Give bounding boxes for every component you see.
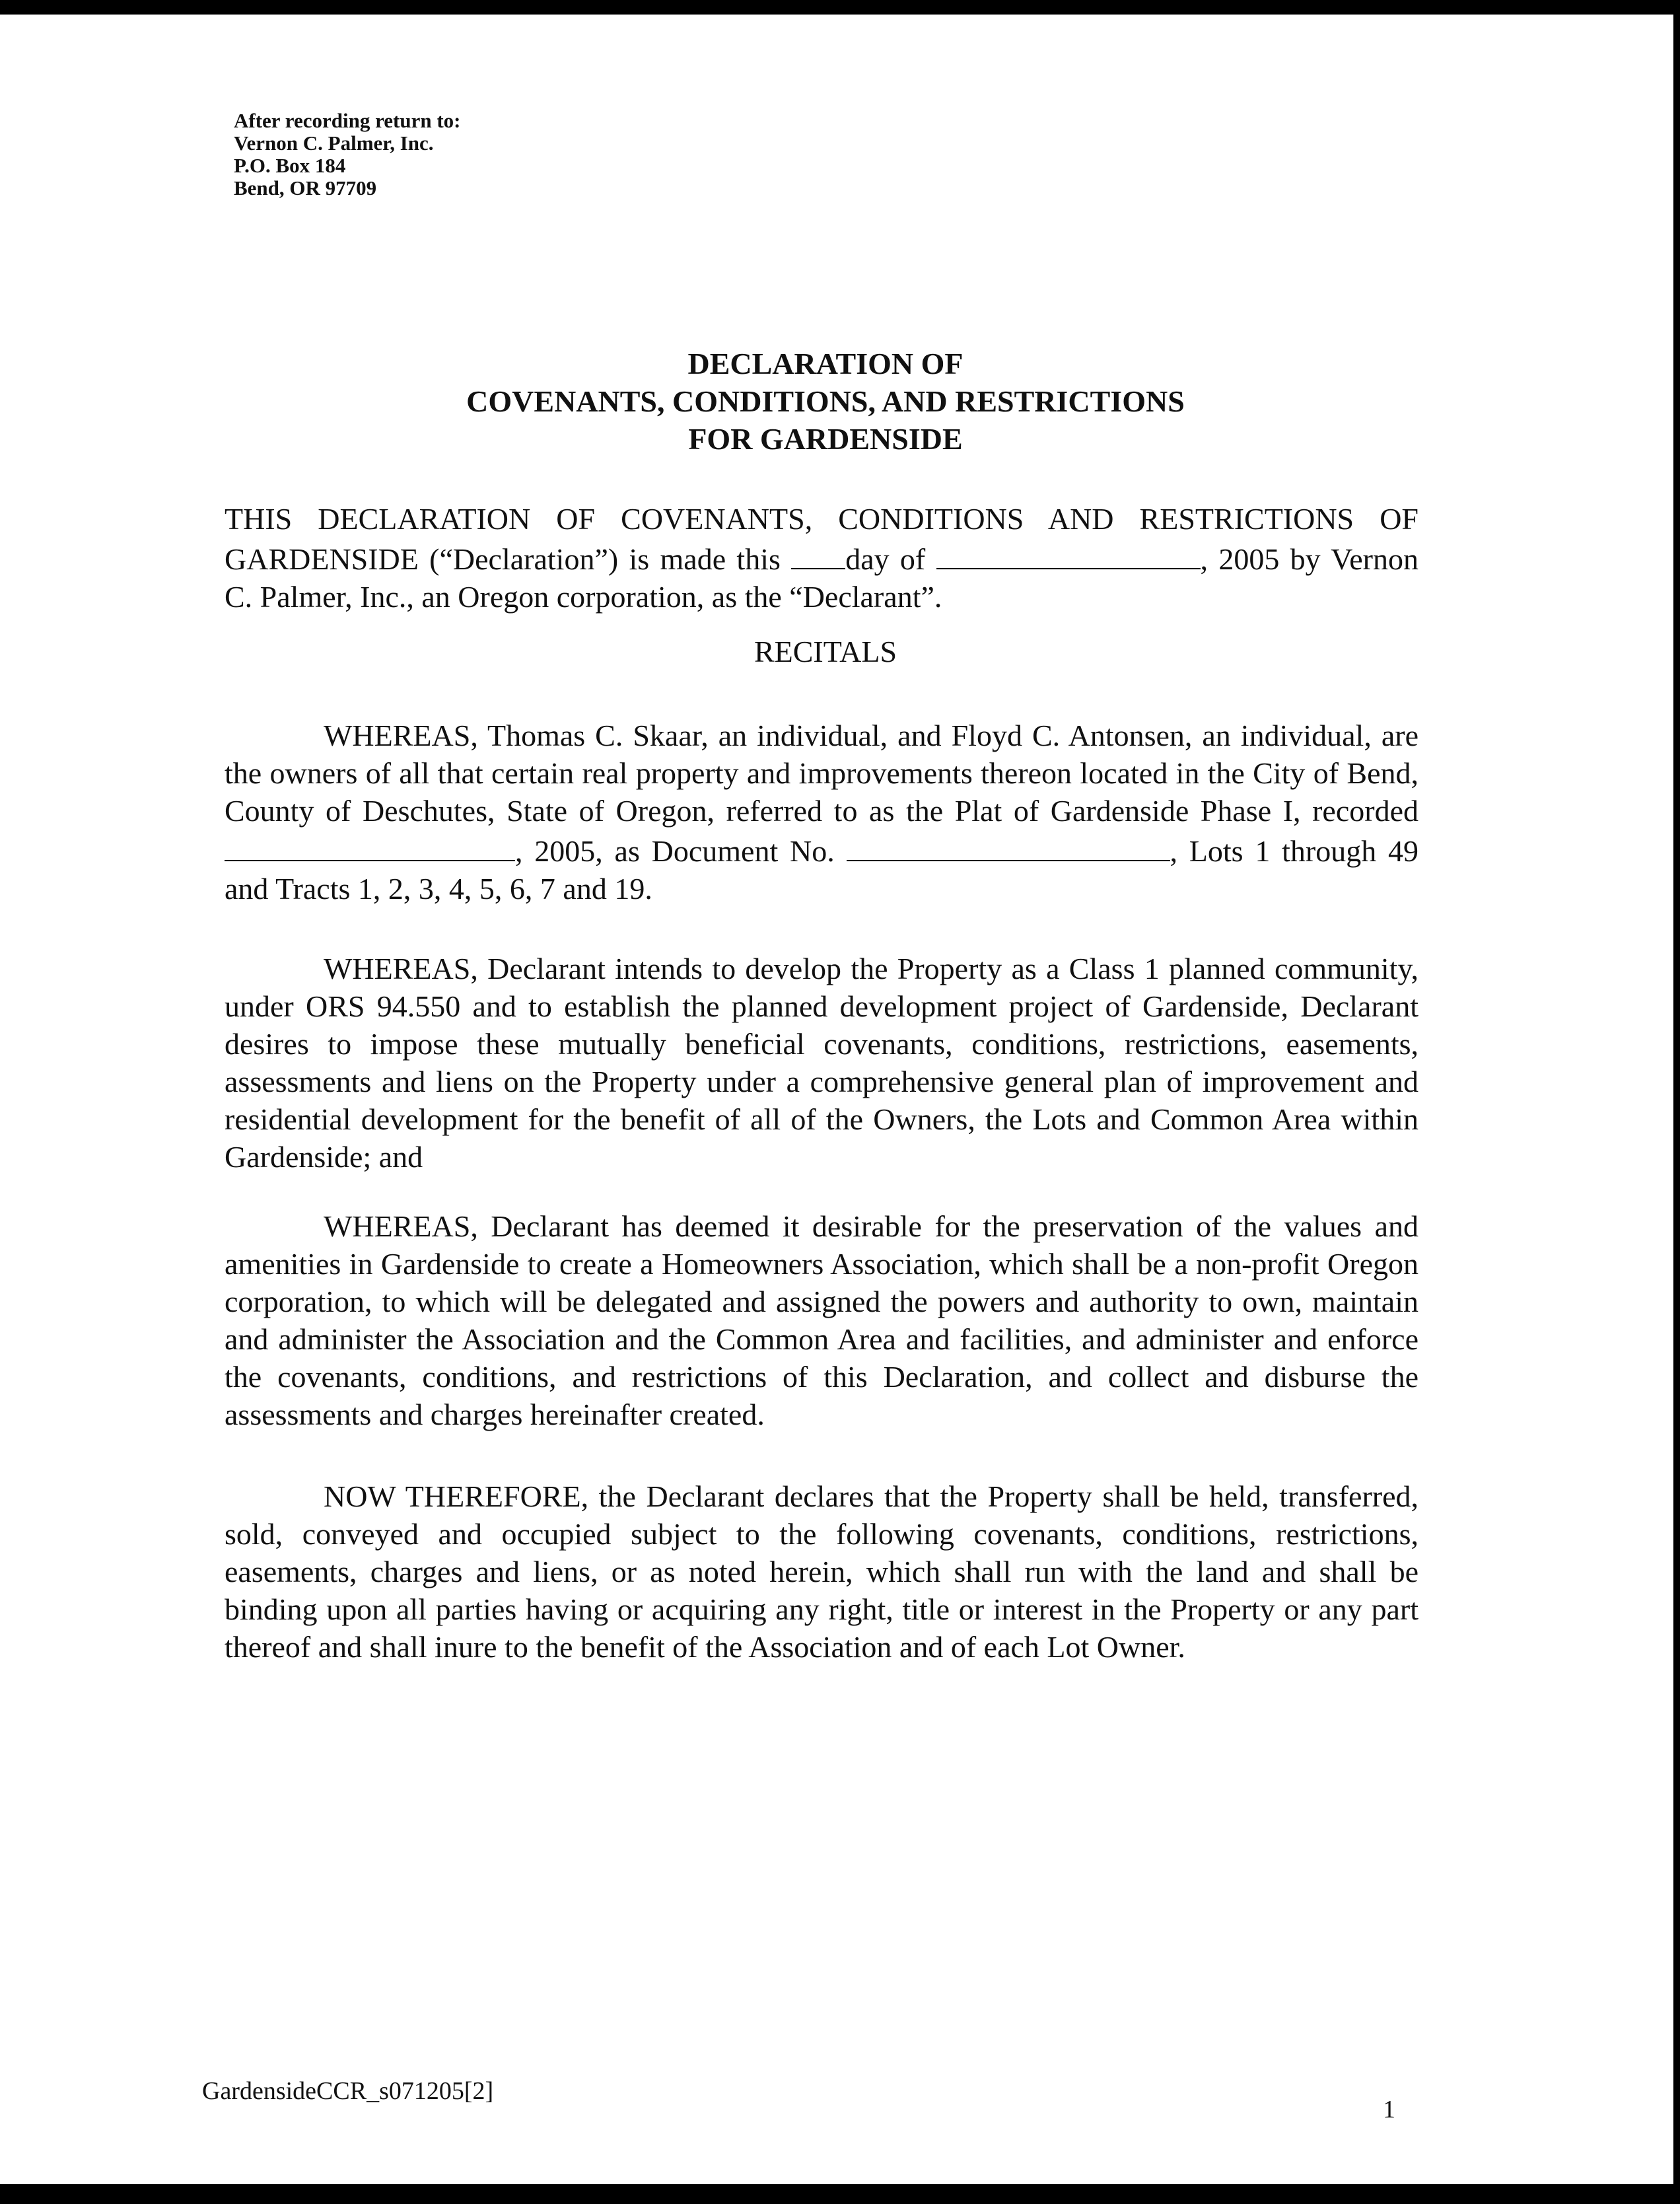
return-address-line: Bend, OR 97709 [234, 176, 377, 199]
intro-paragraph [225, 500, 1418, 616]
document-number-blank [847, 830, 1170, 861]
return-address-line: After recording return to: [234, 109, 461, 132]
intro-text: day of [845, 542, 936, 576]
document-title [198, 345, 1453, 458]
footer-document-id: GardensideCCR_s071205[2] [202, 2077, 494, 2105]
page-number: 1 [1383, 2096, 1395, 2123]
return-address-line: Vernon C. Palmer, Inc. [234, 131, 434, 155]
scan-top-edge [0, 0, 1680, 15]
scan-right-edge [1673, 0, 1680, 2204]
title-line: FOR GARDENSIDE [688, 422, 963, 456]
title-line: COVENANTS, CONDITIONS, AND RESTRICTIONS [466, 384, 1185, 418]
intro-text: , 2005 by Vernon C. Palmer, Inc., an Oregon corporation, as the “Declarant”. [225, 542, 1418, 614]
declaration-paragraph: NOW THEREFORE, the Declarant declares that the Property shall be held, transferred, sold, conveyed and occupied subject to the following covenants, conditions, restrictions, easements, charges and liens, or as noted herein, which shall run with the land and shall be binding upon all parties having or acquiring any right, title or interest in the Property or any part thereof and shall inure to the benefit of the Association and of each Lot Owner. [225, 1479, 1418, 1664]
paragraph-text: , Lots 1 through 49 and Tracts 1, 2, 3, 4, 5, 6, 7 and 19. [225, 834, 1418, 906]
intro-text: THIS DECLARATION OF COVENANTS, CONDITIONS AND RESTRICTIONS OF GARDENSIDE (“Declaration”) is made this [225, 502, 1418, 576]
return-address-block [234, 110, 460, 199]
paragraph-text: , 2005, as Document No. [515, 834, 847, 868]
month-blank [936, 538, 1201, 569]
return-address-line: P.O. Box 184 [234, 154, 346, 177]
recital-paragraph: WHEREAS, Declarant intends to develop the Property as a Class 1 planned community, under ORS 94.550 and to establish the planned development project of Gardenside, Declarant desires to impose these mutually beneficial covenants, conditions, restrictions, easements, assessments and liens on the Property under a comprehensive general plan of improvement and residential development for the benefit of all of the Owners, the Lots and Common Area within Gardenside; and [225, 952, 1418, 1174]
recitals-heading: RECITALS [753, 635, 897, 668]
day-blank [791, 538, 845, 569]
recital-paragraph: WHEREAS, Declarant has deemed it desirable for the preservation of the values and amenities in Gardenside to create a Homeowners Association, which shall be a non-profit Oregon corporation, to which will be delegated and assigned the powers and authority to own, maintain and administer the Association and the Common Area and facilities, and administer and enforce the covenants, conditions, and restrictions of this Declaration, and collect and disburse the assessments and charges hereinafter created. [225, 1209, 1418, 1431]
scan-bottom-edge [0, 2184, 1680, 2204]
title-line: DECLARATION OF [687, 347, 963, 380]
recording-date-blank [225, 830, 515, 861]
recital-paragraph [225, 717, 1418, 907]
paragraph-text: WHEREAS, Thomas C. Skaar, an individual, and Floyd C. Antonsen, an individual, are the owners of all that certain real property and improvements thereon located in the City of Bend, County of Deschutes, State of Oregon, referred to as the Plat of Gardenside Phase I, recorded [225, 719, 1418, 828]
